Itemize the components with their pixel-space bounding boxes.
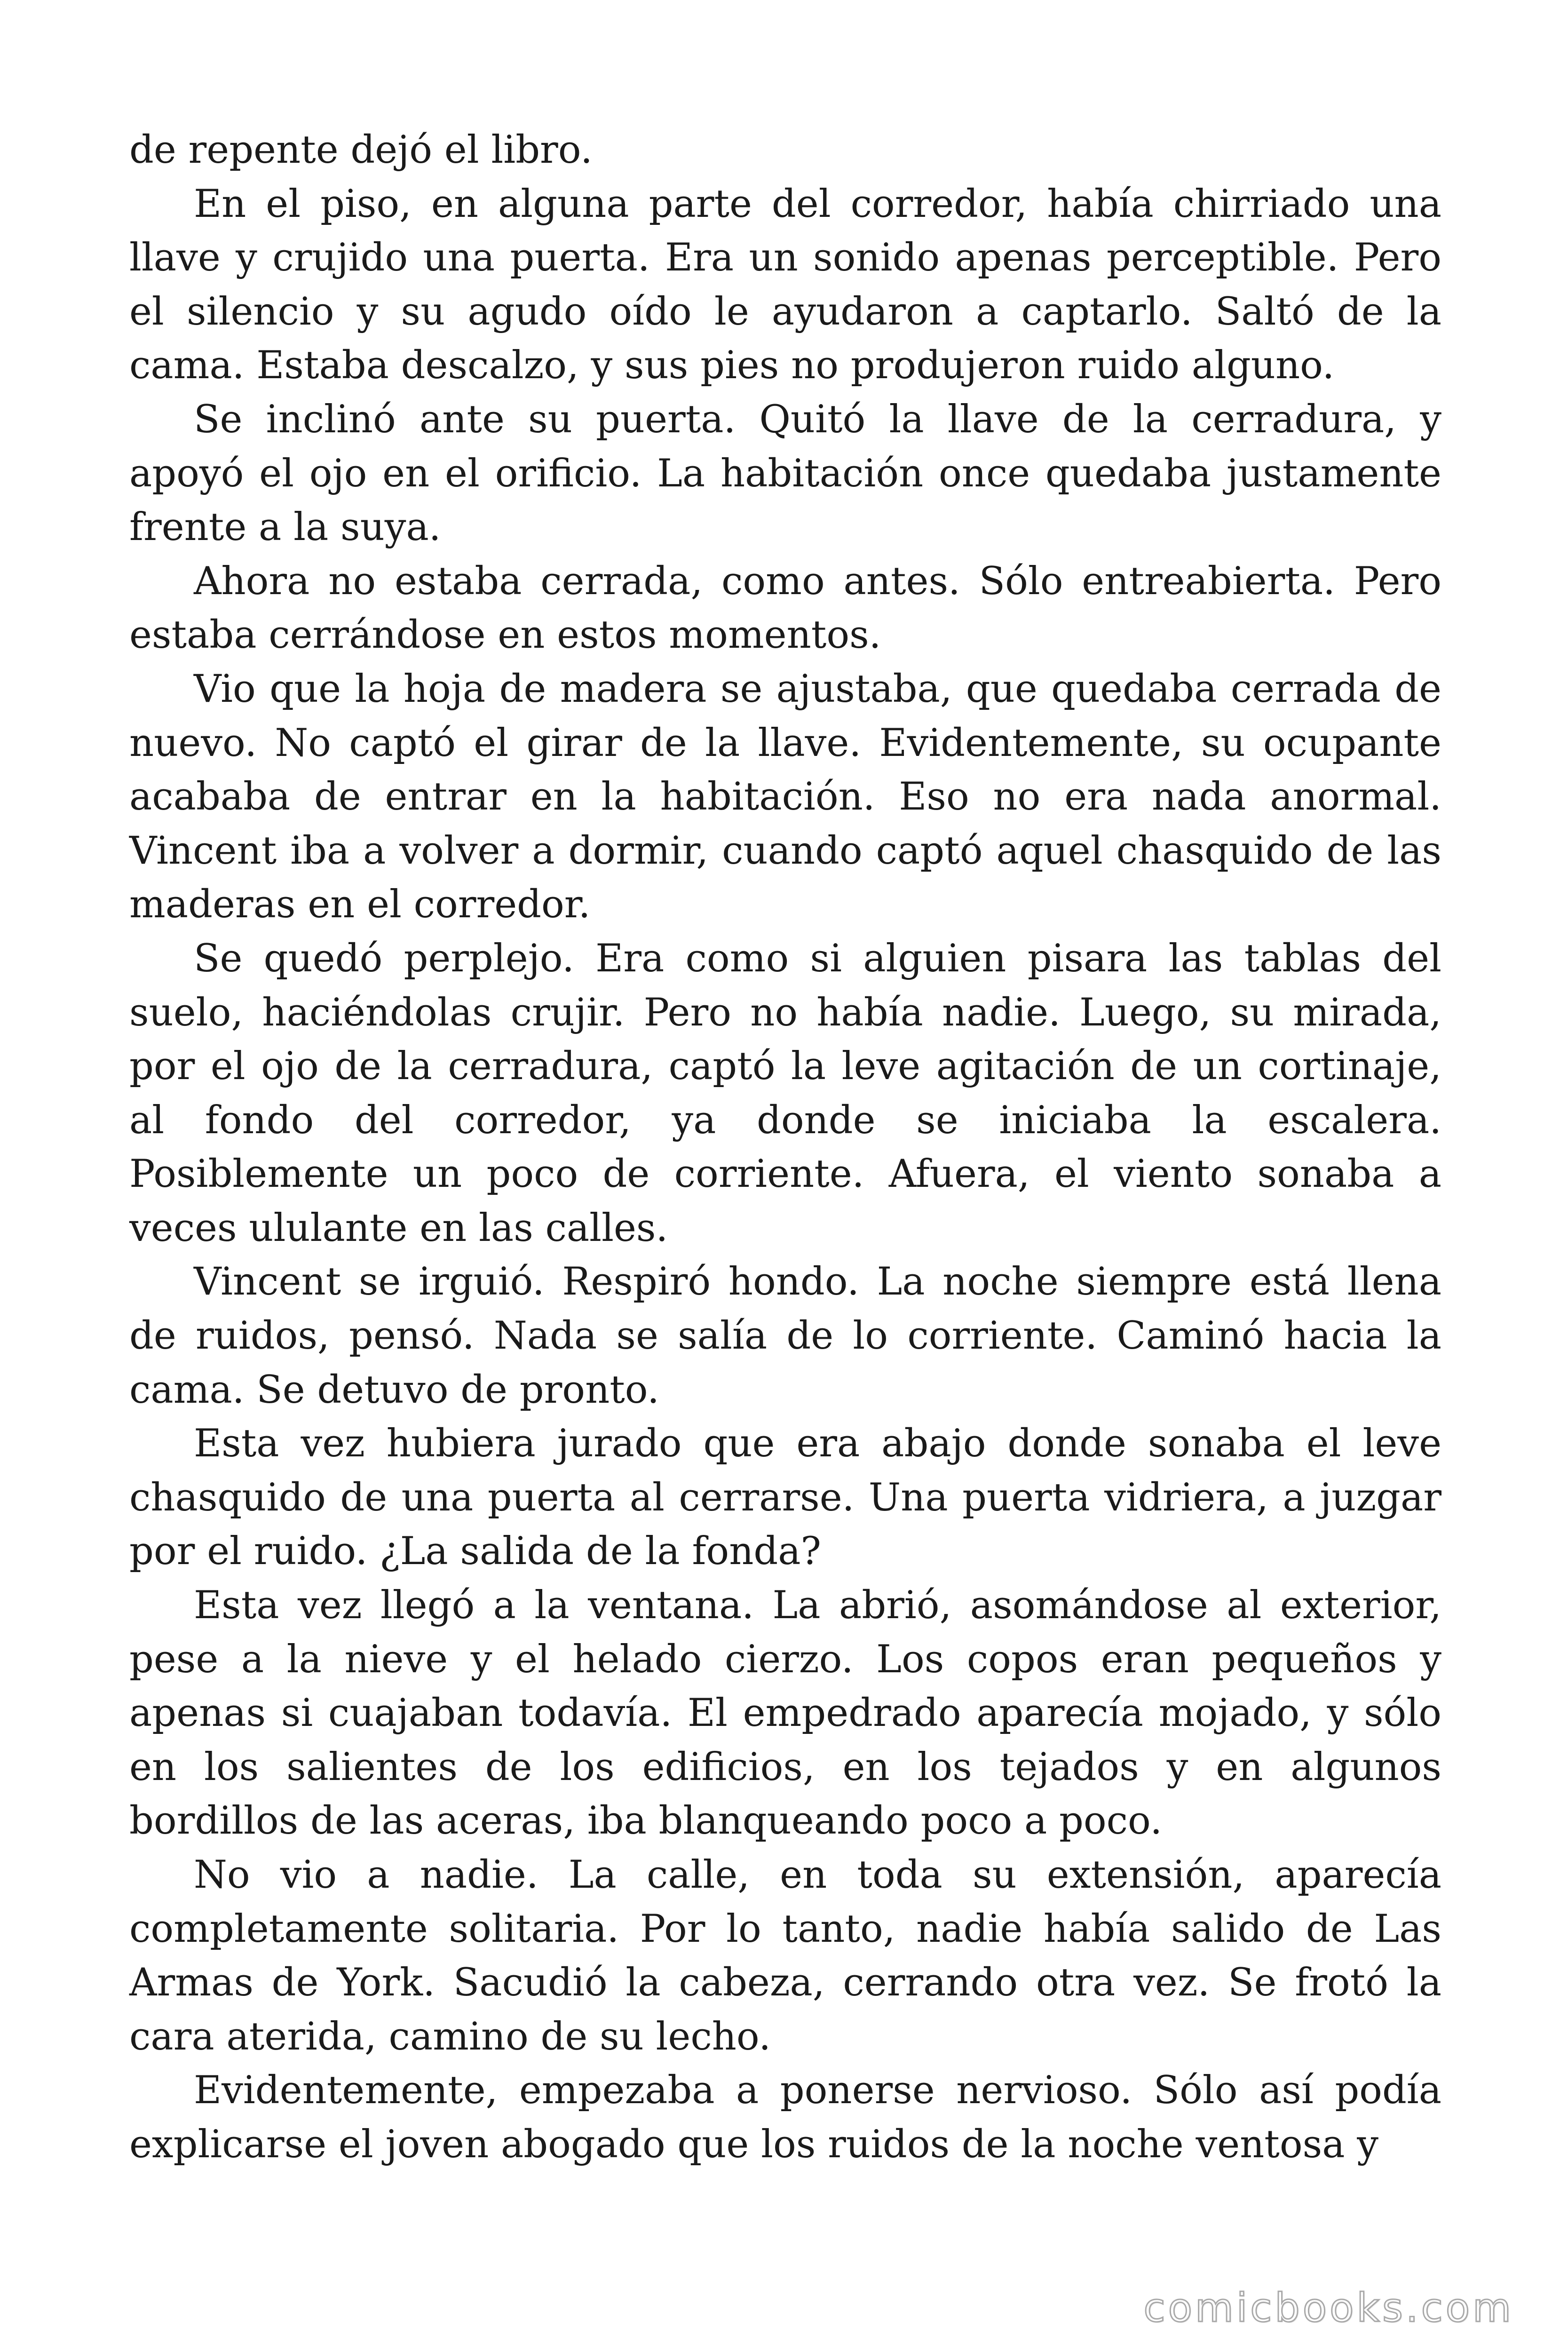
paragraph-8: Esta vez hubiera jurado que era abajo donde sonaba el leve chasquido de una puerta al cerrarse. Una puerta vidriera, a juzgar por el ruido. ¿La salida de la fonda?	[129, 1422, 1441, 1574]
paragraph-9: Esta vez llegó a la ventana. La abrió, asomándose al exterior, pese a la nieve y el helado cierzo. Los copos eran pequeños y apenas si cuajaban todavía. El empedrado aparecía mojado, y sólo en los salientes de los edificios, en los tejados y en algunos bordillos de las aceras, iba blanqueando poco a poco.	[129, 1583, 1441, 1843]
paragraph-10: No vio a nadie. La calle, en toda su extensión, aparecía completamente solitaria. Por lo tanto, nadie había salido de Las Armas de York. Sacudió la cabeza, cerrando otra vez. Se frotó la cara aterida, camino de su lecho.	[129, 1853, 1441, 2059]
paragraph-5: Vio que la hoja de madera se ajustaba, que quedaba cerrada de nuevo. No captó el girar de la llave. Evidentemente, su ocupante acababa de entrar en la habitación. Eso no era nada anormal. Vincent iba a volver a dormir, cuando captó aquel chasquido de las maderas en el corredor.	[129, 667, 1441, 927]
watermark-text: comicbooks.com	[1143, 2285, 1514, 2331]
paragraph-3: Se inclinó ante su puerta. Quitó la llave de la cerradura, y apoyó el ojo en el orificio. La habitación once quedaba justamente frente a la suya.	[129, 397, 1441, 550]
paragraph-4: Ahora no estaba cerrada, como antes. Sólo entreabierta. Pero estaba cerrándose en estos momentos.	[129, 559, 1441, 658]
paragraph-1: de repente dejó el libro.	[129, 128, 593, 172]
paragraph-2: En el piso, en alguna parte del corredor, había chirriado una llave y crujido una puerta. Era un sonido apenas perceptible. Pero el silencio y su agudo oído le ayudaron a captarlo. Saltó de la cama. Estaba descalzo, y sus pies no produjeron ruido alguno.	[129, 182, 1441, 388]
book-page-text	[129, 123, 1441, 2172]
paragraph-6: Se quedó perplejo. Era como si alguien pisara las tablas del suelo, haciéndolas crujir. Pero no había nadie. Luego, su mirada, por el ojo de la cerradura, captó la leve agitación de un cortinaje, al fondo del corredor, ya donde se iniciaba la escalera. Posiblemente un poco de corriente. Afuera, el viento sonaba a veces ululante en las calles.	[129, 936, 1441, 1250]
paragraph-7: Vincent se irguió. Respiró hondo. La noche siempre está llena de ruidos, pensó. Nada se salía de lo corriente. Caminó hacia la cama. Se detuvo de pronto.	[129, 1260, 1441, 1412]
paragraph-11: Evidentemente, empezaba a ponerse nervioso. Sólo así podía explicarse el joven abogado que los ruidos de la noche ventosa y	[129, 2068, 1441, 2167]
